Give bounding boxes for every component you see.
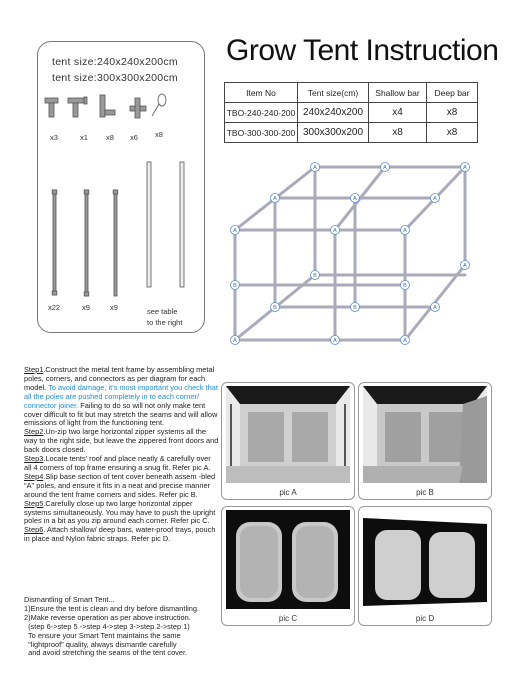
table-row — [225, 123, 478, 143]
connector-letter: A — [333, 338, 337, 344]
shallow-bar-icon — [147, 162, 151, 287]
dismantling-title: Dismantling of Smart Tent... — [24, 595, 115, 604]
connector-letter: A — [433, 305, 437, 311]
photo-a — [221, 382, 355, 500]
connector-letter: A — [383, 165, 387, 171]
connector-letter: A — [463, 165, 467, 171]
step-1-warning: To avoid damage, it's most important you check that all the poles are pushed completely in to each corner/ connector joiner. — [24, 382, 218, 410]
dismantling-line: To ensure your Smart Tent maintains the same — [24, 630, 181, 640]
table-cell: TBO-300-300-200 — [225, 123, 298, 143]
photo-d — [358, 506, 492, 626]
count-hook: x8 — [155, 130, 163, 139]
count-elbow: x8 — [106, 133, 114, 142]
dismantling-line: 1)Ensure the tent is clean and dry before dismantling. — [24, 603, 200, 613]
step-1 — [24, 366, 220, 428]
tent-frame-photo — [226, 386, 350, 483]
photo-b-caption: pic B — [416, 488, 434, 497]
connector-letter: B — [233, 283, 237, 289]
dismantling-text — [24, 596, 224, 658]
page-title: Grow Tent Instruction — [226, 34, 499, 67]
tent-size-2: tent size:300x300x200cm — [52, 72, 178, 84]
connector-letter: A — [433, 196, 437, 202]
long-pole-icon — [52, 190, 57, 295]
table-header: Tent size(cm) — [298, 83, 369, 103]
dismantling-line: "lightproof" quality, always dismantle carefully — [24, 639, 177, 649]
hook-connector-icon — [152, 94, 166, 116]
step-2 — [24, 428, 220, 455]
count-corner: x3 — [50, 133, 58, 142]
connector-letter: A — [353, 196, 357, 202]
medium-pole-icon — [84, 190, 89, 296]
photo-c-caption: pic C — [278, 614, 298, 623]
connector-letter: B — [353, 305, 357, 311]
table-cell: x8 — [427, 123, 478, 143]
cross-connector-icon — [130, 98, 146, 118]
step-6-text: . Attach shallow/ deep bars, water-proof trays, pouch in place and Nylon fabric straps. Refer pic D. — [24, 525, 216, 544]
table-cell: x4 — [369, 103, 427, 123]
count-tee: x1 — [80, 133, 88, 142]
connector-letter: A — [233, 338, 237, 344]
corner-connector-icon — [45, 98, 58, 117]
step-1-text-2: Failing to do so will not only make tent cover difficult to fit but may stretch the seams and will allow emissions of light from the functioning tent. — [24, 400, 218, 428]
dismantling-line: (step 6->step 5 ->step 4->step 3->step 2->step 1) — [24, 621, 190, 631]
table-cell: x8 — [369, 123, 427, 143]
count-long-pole: x22 — [48, 303, 61, 312]
dismantling-line: 2)Make reverse operation as per above instruction. — [24, 612, 191, 622]
connector-letter: A — [273, 196, 277, 202]
frame-diagram — [225, 155, 495, 370]
connector-letter: B — [273, 305, 277, 311]
table-header-row — [225, 83, 478, 103]
steps-text — [24, 366, 220, 544]
step-2-title: Step2 — [24, 427, 44, 437]
photo-b — [358, 382, 492, 500]
photo-d-caption: pic D — [415, 614, 435, 623]
photo-c — [221, 506, 355, 626]
step-4 — [24, 473, 220, 500]
step-3-title: Step3 — [24, 454, 44, 464]
tent-size-1: tent size:240x240x200cm — [52, 56, 178, 68]
deep-bar-icon — [180, 162, 184, 287]
step-4-title: Step4 — [24, 471, 44, 481]
tent-closed-photo — [363, 510, 487, 609]
tee-connector-icon — [68, 97, 87, 117]
connector-letter: B — [403, 283, 407, 289]
spec-table — [224, 82, 478, 143]
pole-note-1: see table — [147, 307, 178, 316]
table-cell: TBO-240-240-200 — [225, 103, 298, 123]
dismantling-line: and avoid stretching the seams of the tent cover. — [24, 648, 188, 658]
elbow-connector-icon — [100, 95, 115, 117]
count-medium-pole: x9 — [82, 303, 90, 312]
pole-note-2: to the right — [147, 318, 183, 327]
table-cell: 300x300x200 — [298, 123, 369, 143]
step-3 — [24, 455, 220, 473]
step-5 — [24, 500, 220, 527]
connector-letter: B — [313, 273, 317, 279]
connector-letter: A — [403, 338, 407, 344]
step-1-title: Step1 — [24, 365, 44, 374]
table-cell: 240x240x200 — [298, 103, 369, 123]
count-cross: x6 — [130, 133, 138, 142]
table-row — [225, 103, 478, 123]
step-5-title: Step5 — [24, 498, 44, 508]
step-1-text: .Construct the metal tent frame by assembling metal poles, corners, and connectors as per diagram for each model. — [24, 365, 215, 392]
table-header: Shallow bar — [369, 83, 427, 103]
connector-letter: A — [403, 228, 407, 234]
table-cell: x8 — [427, 103, 478, 123]
photo-a-caption: pic A — [279, 488, 297, 497]
parts-illustration — [40, 90, 200, 330]
table-header: Deep bar — [427, 83, 478, 103]
connector-letter: A — [333, 228, 337, 234]
step-2-text: .Un-zip two large horizontal zipper systems all the way to the right side, but leave the zippered front doors and back doors closed. — [24, 427, 219, 455]
step-5-text: .Carefully close up two large horizontal zipper systems simultaneously. You may have to push the upright poles in a bit as you zip around each corner. Refer pic C. — [24, 498, 216, 526]
tent-frame-photo — [363, 386, 487, 483]
connector-letter: A — [463, 263, 467, 269]
step-3-text: .Locate tents' roof and place neatly & carefully over all 4 corners of top frame ensuring a snug fit. Refer pic A. — [24, 454, 211, 472]
connector-letter: A — [233, 228, 237, 234]
step-6-title: Step6 — [24, 525, 44, 535]
step-6 — [24, 526, 220, 544]
table-header: Item No — [225, 83, 298, 103]
step-4-text: .Slip base section of tent cover beneath assem -bled "A" poles, and ensure it fits in a neat and precise manner around the tent frame corners and sides. Refer pic B. — [24, 471, 216, 499]
tent-closed-photo — [226, 510, 350, 609]
count-short-pole: x9 — [110, 303, 118, 312]
connector-letter: A — [313, 165, 317, 171]
short-pole-icon — [113, 190, 118, 296]
